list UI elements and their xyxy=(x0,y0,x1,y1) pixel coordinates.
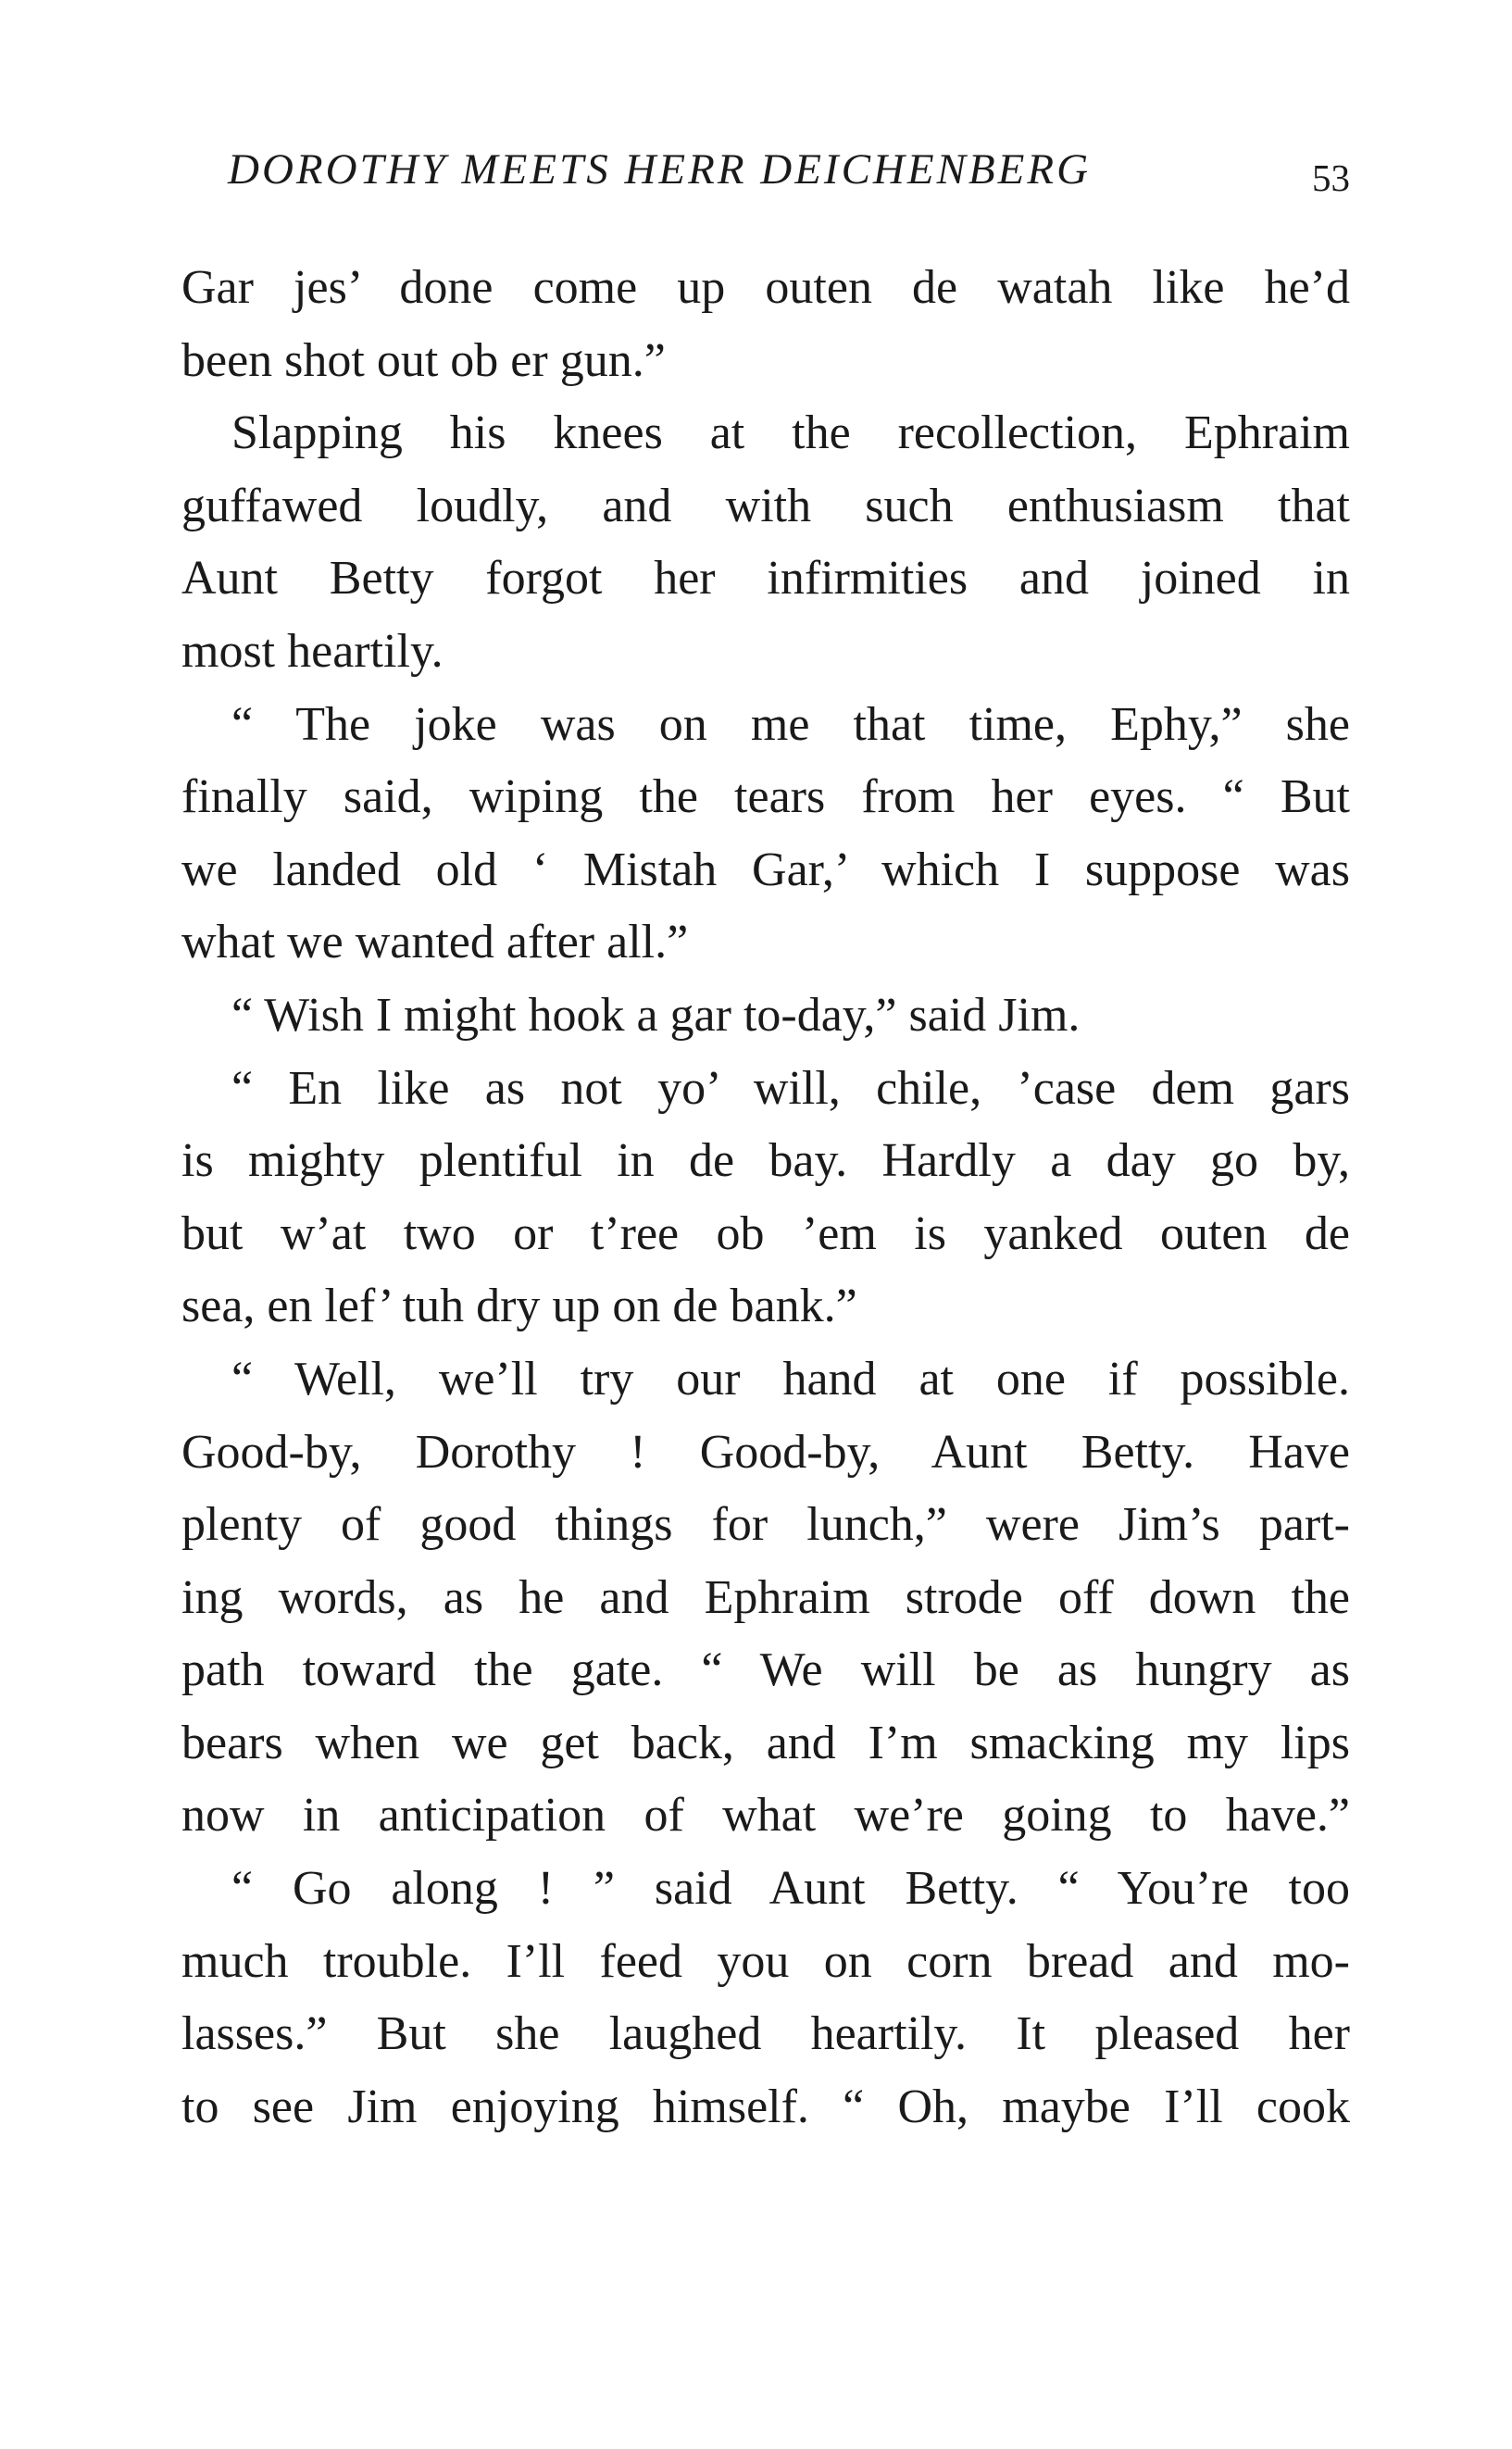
body-text xyxy=(181,252,1350,2143)
text-line: bears when we get back, and I’m smacking my lips xyxy=(181,1716,1350,1769)
text-line: Gar jes’ done come up outen de watah like he’d xyxy=(181,261,1350,314)
text-line: “ En like as not yo’ will, chile, ’case dem gars xyxy=(231,1061,1350,1115)
running-head xyxy=(181,139,1350,204)
text-line: Good-by, Dorothy ! Good-by, Aunt Betty. Have xyxy=(181,1425,1350,1479)
text-line: Slapping his knees at the recollection, Ephraim xyxy=(231,406,1350,460)
text-line: “ Wish I might hook a gar to-day,” said Jim. xyxy=(231,988,1081,1042)
text-line: lasses.” But she laughed heartily. It pleased her xyxy=(181,2007,1350,2061)
text-line: is mighty plentiful in de bay. Hardly a day go by, xyxy=(181,1134,1350,1188)
text-line: “ Go along ! ” said Aunt Betty. “ You’re too xyxy=(231,1862,1350,1916)
text-line: much trouble. I’ll feed you on corn bread and mo- xyxy=(181,1934,1350,1988)
text-line: Aunt Betty forgot her infirmities and joined in xyxy=(181,552,1350,606)
text-line: “ The joke was on me that time, Ephy,” she xyxy=(231,697,1350,751)
text-line: path toward the gate. “ We will be as hungry as xyxy=(181,1643,1350,1697)
text-line: what we wanted after all.” xyxy=(181,916,689,969)
text-line: been shot out ob er gun.” xyxy=(181,333,666,387)
text-line: most heartily. xyxy=(181,624,444,678)
page-number: 53 xyxy=(1312,156,1350,199)
text-line: we landed old ‘ Mistah Gar,’ which I suppose was xyxy=(181,843,1350,896)
chapter-title: DOROTHY MEETS HERR DEICHENBERG xyxy=(228,145,1092,194)
text-line: now in anticipation of what we’re going to have.” xyxy=(181,1789,1350,1843)
text-line: plenty of good things for lunch,” were Jim’s part- xyxy=(181,1498,1350,1552)
text-line: ing words, as he and Ephraim strode off down the xyxy=(181,1570,1350,1624)
text-line: sea, en lef’ tuh dry up on de bank.” xyxy=(181,1280,857,1333)
text-line: “ Well, we’ll try our hand at one if possible. xyxy=(231,1352,1350,1406)
text-line: guffawed loudly, and with such enthusiasm that xyxy=(181,479,1350,532)
text-line: finally said, wiping the tears from her eyes. “ But xyxy=(181,770,1350,824)
text-line: but w’at two or t’ree ob ’em is yanked outen de xyxy=(181,1206,1350,1260)
text-line: to see Jim enjoying himself. “ Oh, maybe I’ll cook xyxy=(181,2080,1350,2133)
